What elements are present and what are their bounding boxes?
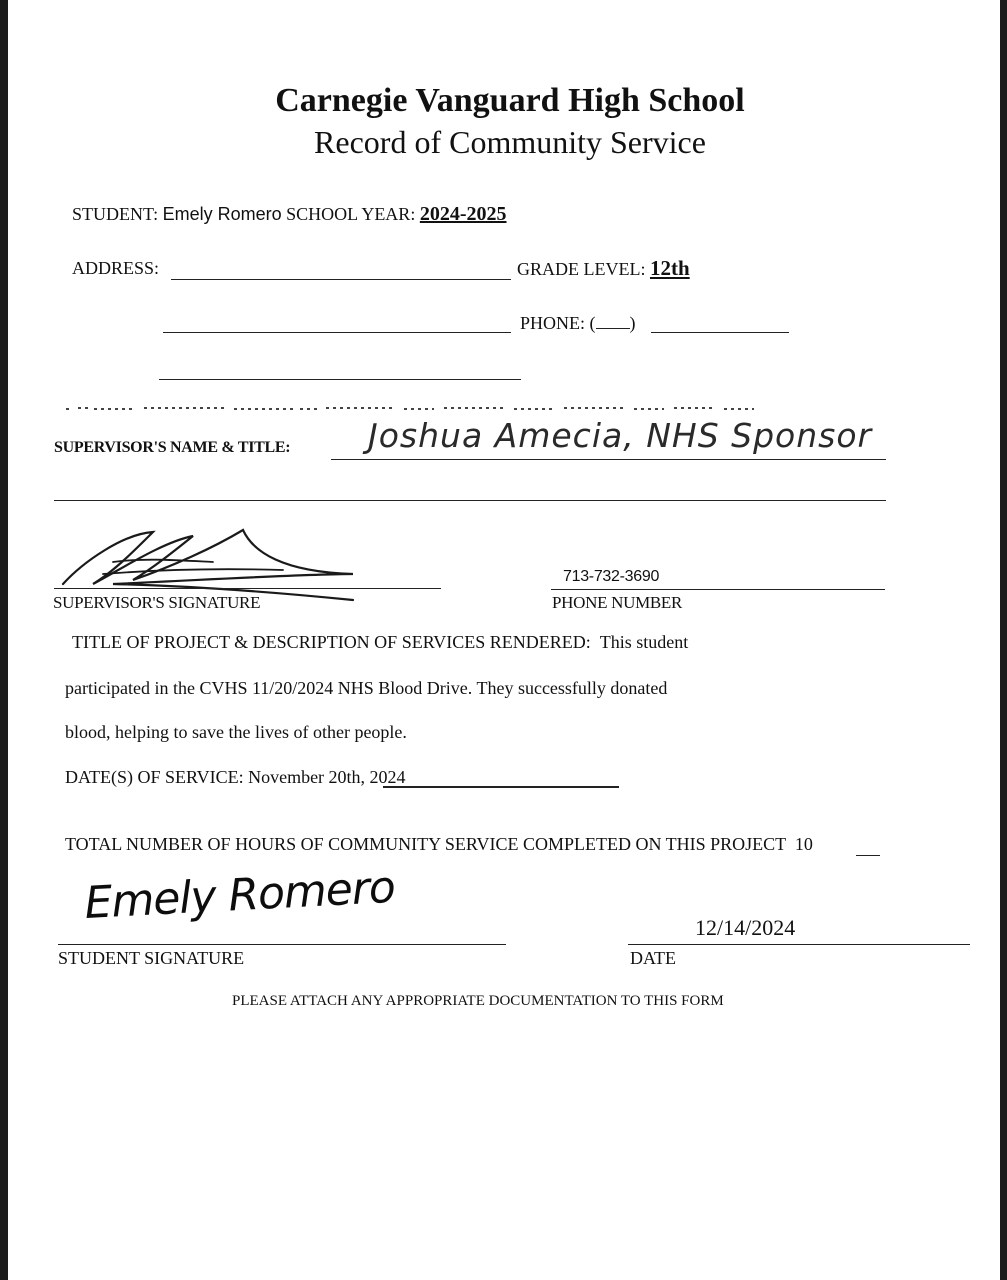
- student-signature-label: STUDENT SIGNATURE: [58, 948, 245, 968]
- description-line-3: blood, helping to save the lives of other people.: [65, 722, 407, 742]
- supervisor-phone-line: [551, 589, 885, 590]
- hours-underline: [856, 855, 880, 856]
- phone-label: PHONE: (: [520, 313, 596, 333]
- description-line-2: participated in the CVHS 11/20/2024 NHS Blood Drive. They successfully donated: [65, 678, 668, 698]
- footer-note: PLEASE ATTACH ANY APPROPRIATE DOCUMENTATION TO THIS FORM: [232, 993, 724, 1009]
- supervisor-phone-label: PHONE NUMBER: [552, 593, 683, 612]
- phone-paren-close: ): [629, 313, 636, 333]
- supervisor-name-label: SUPERVISOR'S NAME & TITLE:: [54, 439, 291, 456]
- school-name: Carnegie Vanguard High School: [275, 82, 745, 119]
- grade-label: GRADE LEVEL:: [517, 259, 646, 279]
- grade-value: 12th: [649, 256, 690, 280]
- date-value: 12/14/2024: [695, 915, 796, 940]
- supervisor-signature-line: [54, 588, 441, 589]
- hours-row: [65, 834, 813, 855]
- supervisor-signature-label: SUPERVISOR'S SIGNATURE: [53, 593, 261, 612]
- date-line: [628, 944, 970, 945]
- student-label: STUDENT:: [72, 204, 159, 224]
- school-year-label: SCHOOL YEAR:: [286, 204, 416, 224]
- supervisor-phone-value: 713-732-3690: [563, 568, 660, 585]
- cropped-text-remnant: [64, 404, 784, 412]
- description-row-1: [72, 632, 688, 653]
- address-label: ADDRESS:: [72, 258, 160, 278]
- hours-label: TOTAL NUMBER OF HOURS OF COMMUNITY SERVICE COMPLETED ON THIS PROJECT: [65, 834, 786, 854]
- school-year-value: 2024-2025: [419, 203, 507, 225]
- grade-line: [517, 256, 690, 281]
- supervisor-extra-line: [54, 500, 886, 501]
- form-title: Record of Community Service: [314, 124, 706, 160]
- document-page: [8, 0, 1000, 1280]
- supervisor-name-line: [331, 459, 886, 460]
- description-label: TITLE OF PROJECT & DESCRIPTION OF SERVICES RENDERED:: [72, 632, 591, 652]
- dates-underline: [383, 786, 619, 788]
- student-signature-line: [58, 944, 506, 945]
- student-signature-text: Emely Romero: [83, 861, 396, 929]
- address-line-3: [159, 379, 521, 380]
- date-label: DATE: [630, 948, 676, 968]
- dates-value: November 20th, 2024: [248, 767, 406, 787]
- dates-row: [65, 767, 406, 788]
- phone-line: [520, 313, 636, 334]
- address-line-1: [171, 279, 511, 280]
- student-name: Emely Romero: [162, 204, 282, 224]
- phone-number-line: [651, 332, 789, 333]
- hours-value: 10: [794, 834, 813, 854]
- supervisor-signature-drawing: [53, 522, 383, 602]
- student-line: [72, 203, 507, 226]
- address-line-2: [163, 332, 511, 333]
- description-line-1: This student: [599, 632, 689, 652]
- dates-label: DATE(S) OF SERVICE:: [65, 767, 244, 787]
- supervisor-name-value: Joshua Amecia, NHS Sponsor: [368, 416, 873, 455]
